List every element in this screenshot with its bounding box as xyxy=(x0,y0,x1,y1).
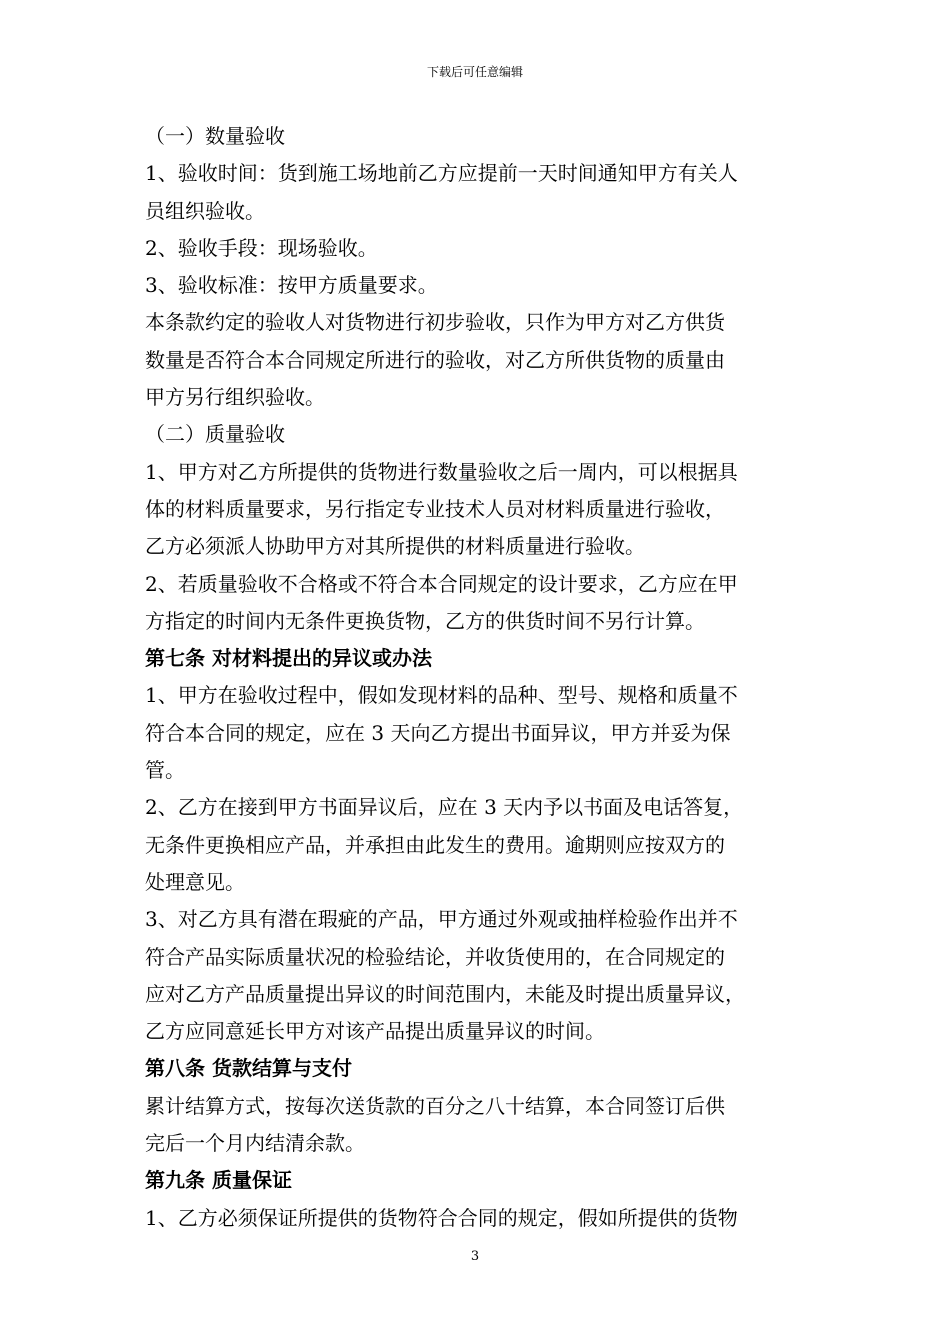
text-line: 管。 xyxy=(145,758,185,783)
text-line: 应对乙方产品质量提出异议的时间范围内，未能及时提出质量异议， xyxy=(145,981,745,1006)
section-heading: 第八条 货款结算与支付 xyxy=(145,1056,352,1081)
text-line: 3、验收标准：按甲方质量要求。 xyxy=(145,273,438,298)
text-line: 3、对乙方具有潜在瑕疵的产品，甲方通过外观或抽样检验作出并不 xyxy=(145,907,738,932)
text-line: 甲方另行组织验收。 xyxy=(145,385,325,410)
text-line: 2、若质量验收不合格或不符合本合同规定的设计要求，乙方应在甲 xyxy=(145,571,738,596)
text-line: 2、验收手段：现场验收。 xyxy=(145,235,378,260)
page-number: 3 xyxy=(470,1249,480,1264)
text-line: 1、甲方对乙方所提供的货物进行数量验收之后一周内，可以根据具 xyxy=(145,459,738,484)
text-line: 体的材料质量要求，另行指定专业技术人员对材料质量进行验收， xyxy=(145,496,725,521)
text-line: 完后一个月内结清余款。 xyxy=(145,1131,365,1156)
text-line: （二）质量验收 xyxy=(145,422,285,447)
page-header: 下载后可任意编辑 xyxy=(426,65,523,79)
text-line: 方指定的时间内无条件更换货物，乙方的供货时间不另行计算。 xyxy=(145,608,705,633)
text-line: 乙方应同意延长甲方对该产品提出质量异议的时间。 xyxy=(145,1019,605,1044)
text-line: 符合本合同的规定，应在 3 天向乙方提出书面异议，甲方并妥为保 xyxy=(145,720,731,745)
text-line: 2、乙方在接到甲方书面异议后，应在 3 天内予以书面及电话答复， xyxy=(145,795,744,820)
text-line: 乙方必须派人协助甲方对其所提供的材料质量进行验收。 xyxy=(145,534,645,559)
text-line: （一）数量验收 xyxy=(145,124,285,148)
text-line: 累计结算方式，按每次送货款的百分之八十结算，本合同签订后供 xyxy=(145,1093,725,1118)
text-line: 数量是否符合本合同规定所进行的验收，对乙方所供货物的质量由 xyxy=(145,347,725,372)
text-line: 符合产品实际质量状况的检验结论，并收货使用的，在合同规定的 xyxy=(145,944,725,969)
text-line: 员组织验收。 xyxy=(145,198,265,223)
text-line: 1、验收时间：货到施工场地前乙方应提前一天时间通知甲方有关人 xyxy=(145,161,738,186)
text-line: 处理意见。 xyxy=(145,869,245,894)
section-heading: 第九条 质量保证 xyxy=(145,1168,292,1193)
text-line: 无条件更换相应产品，并承担由此发生的费用。逾期则应按双方的 xyxy=(145,832,725,857)
text-line: 本条款约定的验收人对货物进行初步验收，只作为甲方对乙方供货 xyxy=(145,310,725,335)
text-line: 1、乙方必须保证所提供的货物符合合同的规定，假如所提供的货物 xyxy=(145,1205,738,1230)
text-line: 1、甲方在验收过程中，假如发现材料的品种、型号、规格和质量不 xyxy=(145,683,738,708)
section-heading: 第七条 对材料提出的异议或办法 xyxy=(145,646,432,671)
document-body xyxy=(145,118,825,1237)
